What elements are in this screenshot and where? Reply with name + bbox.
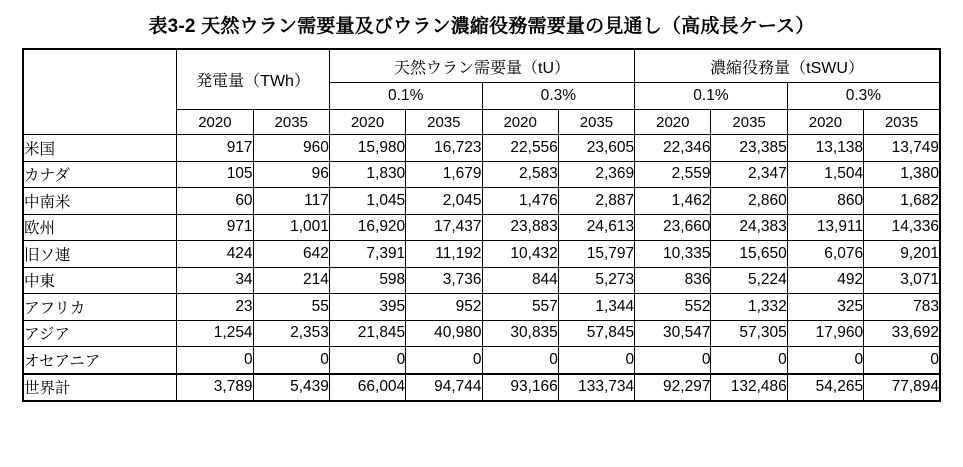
cell: 11,192 — [406, 241, 482, 268]
cell: 0 — [711, 347, 787, 374]
cell: 1,344 — [558, 294, 634, 321]
year-header: 2020 — [482, 110, 558, 135]
row-label: 中南米 — [23, 188, 177, 215]
table-body — [23, 135, 940, 402]
year-header: 2020 — [329, 110, 405, 135]
cell: 844 — [482, 267, 558, 294]
cell: 5,273 — [558, 267, 634, 294]
cell-total: 3,789 — [177, 374, 253, 402]
cell: 1,504 — [787, 161, 863, 188]
group-header-natural-uranium: 天然ウラン需要量（tU） — [329, 49, 634, 83]
cell: 15,650 — [711, 241, 787, 268]
table-row-total — [23, 374, 940, 402]
group-header-enrichment: 濃縮役務量（tSWU） — [635, 49, 940, 83]
table-row — [23, 161, 940, 188]
cell: 0 — [329, 347, 405, 374]
cell: 1,254 — [177, 320, 253, 347]
cell: 552 — [635, 294, 711, 321]
cell: 57,305 — [711, 320, 787, 347]
table-head — [23, 49, 940, 135]
cell: 0 — [406, 347, 482, 374]
cell-total: 93,166 — [482, 374, 558, 402]
cell: 952 — [406, 294, 482, 321]
group-header-generation: 発電量（TWh） — [177, 49, 330, 110]
year-header: 2020 — [635, 110, 711, 135]
cell: 57,845 — [558, 320, 634, 347]
subheader-enrichment-0-1: 0.1% — [635, 83, 788, 110]
cell-total: 133,734 — [558, 374, 634, 402]
cell: 22,556 — [482, 135, 558, 162]
cell: 30,547 — [635, 320, 711, 347]
cell: 0 — [482, 347, 558, 374]
cell: 424 — [177, 241, 253, 268]
row-label: 旧ソ連 — [23, 241, 177, 268]
cell: 0 — [558, 347, 634, 374]
cell: 21,845 — [329, 320, 405, 347]
cell: 214 — [253, 267, 329, 294]
cell: 13,749 — [864, 135, 940, 162]
corner-cell — [23, 49, 177, 135]
cell: 33,692 — [864, 320, 940, 347]
cell-total: 54,265 — [787, 374, 863, 402]
row-label: カナダ — [23, 161, 177, 188]
cell: 1,679 — [406, 161, 482, 188]
cell: 17,437 — [406, 214, 482, 241]
year-header: 2020 — [177, 110, 253, 135]
row-label: 欧州 — [23, 214, 177, 241]
cell: 3,071 — [864, 267, 940, 294]
cell: 23,605 — [558, 135, 634, 162]
cell: 22,346 — [635, 135, 711, 162]
cell: 395 — [329, 294, 405, 321]
cell: 1,462 — [635, 188, 711, 215]
cell: 0 — [787, 347, 863, 374]
row-label: オセアニア — [23, 347, 177, 374]
cell: 642 — [253, 241, 329, 268]
cell: 2,559 — [635, 161, 711, 188]
cell-total: 92,297 — [635, 374, 711, 402]
cell: 1,830 — [329, 161, 405, 188]
table-row — [23, 320, 940, 347]
header-row-groups — [23, 49, 940, 83]
cell: 2,045 — [406, 188, 482, 215]
cell: 16,920 — [329, 214, 405, 241]
cell: 10,432 — [482, 241, 558, 268]
cell: 60 — [177, 188, 253, 215]
cell: 1,045 — [329, 188, 405, 215]
cell: 1,380 — [864, 161, 940, 188]
cell: 55 — [253, 294, 329, 321]
cell: 16,723 — [406, 135, 482, 162]
cell: 0 — [177, 347, 253, 374]
cell: 325 — [787, 294, 863, 321]
table-row — [23, 347, 940, 374]
subheader-enrichment-0-3: 0.3% — [787, 83, 940, 110]
cell: 2,583 — [482, 161, 558, 188]
year-header: 2020 — [787, 110, 863, 135]
cell: 492 — [787, 267, 863, 294]
cell: 40,980 — [406, 320, 482, 347]
cell: 96 — [253, 161, 329, 188]
cell: 5,224 — [711, 267, 787, 294]
cell: 2,347 — [711, 161, 787, 188]
cell: 0 — [635, 347, 711, 374]
cell: 2,887 — [558, 188, 634, 215]
cell: 6,076 — [787, 241, 863, 268]
cell: 2,369 — [558, 161, 634, 188]
cell: 836 — [635, 267, 711, 294]
cell: 1,332 — [711, 294, 787, 321]
cell: 1,001 — [253, 214, 329, 241]
cell: 971 — [177, 214, 253, 241]
row-label: アフリカ — [23, 294, 177, 321]
cell: 2,860 — [711, 188, 787, 215]
uranium-demand-table — [22, 48, 941, 402]
cell: 30,835 — [482, 320, 558, 347]
table-container — [0, 48, 963, 402]
cell: 13,911 — [787, 214, 863, 241]
year-header: 2035 — [711, 110, 787, 135]
cell: 17,960 — [787, 320, 863, 347]
table-row — [23, 267, 940, 294]
table-row — [23, 135, 940, 162]
table-row — [23, 188, 940, 215]
row-label: アジア — [23, 320, 177, 347]
cell: 23 — [177, 294, 253, 321]
cell: 860 — [787, 188, 863, 215]
year-header: 2035 — [558, 110, 634, 135]
cell: 557 — [482, 294, 558, 321]
cell: 15,980 — [329, 135, 405, 162]
cell: 105 — [177, 161, 253, 188]
cell: 598 — [329, 267, 405, 294]
cell-total: 5,439 — [253, 374, 329, 402]
table-row — [23, 214, 940, 241]
cell: 117 — [253, 188, 329, 215]
cell: 9,201 — [864, 241, 940, 268]
row-label: 米国 — [23, 135, 177, 162]
cell: 15,797 — [558, 241, 634, 268]
cell: 1,476 — [482, 188, 558, 215]
cell: 917 — [177, 135, 253, 162]
cell: 10,335 — [635, 241, 711, 268]
cell: 0 — [253, 347, 329, 374]
subheader-natural-uranium-0-1: 0.1% — [329, 83, 482, 110]
cell: 23,385 — [711, 135, 787, 162]
cell-total: 66,004 — [329, 374, 405, 402]
subheader-natural-uranium-0-3: 0.3% — [482, 83, 635, 110]
page-title: 表3-2 天然ウラン需要量及びウラン濃縮役務需要量の見通し（高成長ケース） — [148, 16, 815, 37]
cell: 960 — [253, 135, 329, 162]
cell: 13,138 — [787, 135, 863, 162]
cell: 23,883 — [482, 214, 558, 241]
cell: 3,736 — [406, 267, 482, 294]
cell-total: 77,894 — [864, 374, 940, 402]
table-row — [23, 241, 940, 268]
row-label: 中東 — [23, 267, 177, 294]
year-header: 2035 — [253, 110, 329, 135]
cell: 0 — [864, 347, 940, 374]
cell: 1,682 — [864, 188, 940, 215]
cell-total: 94,744 — [406, 374, 482, 402]
table-row — [23, 294, 940, 321]
cell: 34 — [177, 267, 253, 294]
cell: 2,353 — [253, 320, 329, 347]
row-label-total: 世界計 — [23, 374, 177, 402]
year-header: 2035 — [406, 110, 482, 135]
cell: 24,383 — [711, 214, 787, 241]
cell-total: 132,486 — [711, 374, 787, 402]
cell: 23,660 — [635, 214, 711, 241]
cell: 14,336 — [864, 214, 940, 241]
cell: 7,391 — [329, 241, 405, 268]
cell: 24,613 — [558, 214, 634, 241]
cell: 783 — [864, 294, 940, 321]
year-header: 2035 — [864, 110, 940, 135]
